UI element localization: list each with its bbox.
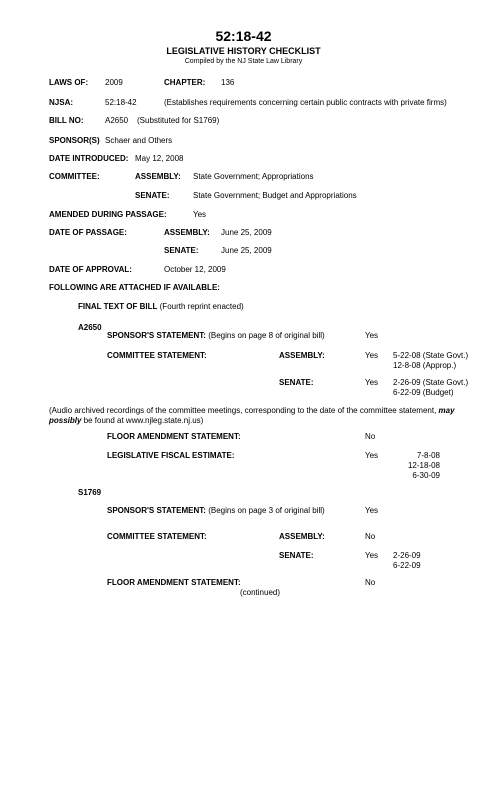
a2650-committee-statement-label: COMMITTEE STATEMENT: <box>107 351 207 360</box>
final-text-label: FINAL TEXT OF BILL <box>78 302 158 311</box>
committee-senate-value: State Government; Budget and Appropriations <box>193 191 357 200</box>
date-introduced-value: May 12, 2008 <box>135 154 184 163</box>
audio-note-prefix: (Audio archived recordings of the committee meetings, corresponding to the date of the committee statement, <box>49 406 439 415</box>
a2650-floor-amendment-label: FLOOR AMENDMENT STATEMENT: <box>107 432 241 441</box>
bill-no-label: BILL NO: <box>49 116 84 125</box>
s1769-sponsor-statement-value: Yes <box>365 506 379 515</box>
a2650-sponsor-statement-note: (Begins on page 8 of original bill) <box>208 331 325 340</box>
amended-label: AMENDED DURING PASSAGE: <box>49 210 167 219</box>
laws-of-value: 2009 <box>105 78 123 87</box>
amended-value: Yes <box>193 210 207 219</box>
a2650-senate-date-1: 2-26-09 (State Govt.) <box>393 378 469 387</box>
laws-of-label: LAWS OF: <box>49 78 89 87</box>
approval-label: DATE OF APPROVAL: <box>49 265 132 274</box>
committee-assembly-value: State Government; Appropriations <box>193 172 314 181</box>
audio-note-emphasis: may possibly <box>49 406 455 425</box>
a2650-senate-date-2: 6-22-09 (Budget) <box>393 388 454 397</box>
a2650-committee-assembly-label: ASSEMBLY: <box>279 351 325 360</box>
committee-assembly-label: ASSEMBLY: <box>135 172 181 181</box>
a2650-assembly-date-2: 12-8-08 (Approp.) <box>393 361 457 370</box>
bill-no-value: A2650 <box>105 116 129 125</box>
a2650-sponsor-statement-label: SPONSOR'S STATEMENT: <box>107 331 206 340</box>
s1769-senate-date-2: 6-22-09 <box>393 561 421 570</box>
final-text-note: (Fourth reprint enacted) <box>159 302 244 311</box>
a2650-sponsor-statement <box>107 331 325 341</box>
passage-senate-value: June 25, 2009 <box>221 246 272 255</box>
sponsors-label: SPONSOR(S) <box>49 136 100 145</box>
s1769-committee-senate-value: Yes <box>365 551 379 560</box>
s1769-committee-assembly-label: ASSEMBLY: <box>279 532 325 541</box>
s1769-senate-date-1: 2-26-09 <box>393 551 421 560</box>
fiscal-date-3: 6-30-09 <box>412 471 440 480</box>
s1769-sponsor-statement <box>107 506 325 516</box>
s1769-heading: S1769 <box>78 488 102 497</box>
a2650-sponsor-statement-value: Yes <box>365 331 379 340</box>
passage-senate-label: SENATE: <box>164 246 199 255</box>
njsa-label: NJSA: <box>49 98 74 107</box>
passage-assembly-value: June 25, 2009 <box>221 228 272 237</box>
a2650-fiscal-estimate-value: Yes <box>365 451 379 460</box>
following-label: FOLLOWING ARE ATTACHED IF AVAILABLE: <box>49 283 220 292</box>
committee-senate-label: SENATE: <box>135 191 170 200</box>
s1769-sponsor-statement-label: SPONSOR'S STATEMENT: <box>107 506 206 515</box>
committee-label: COMMITTEE: <box>49 172 100 181</box>
continued-note: (continued) <box>239 588 281 597</box>
chapter-label: CHAPTER: <box>164 78 206 87</box>
final-text <box>78 302 244 312</box>
document-title: 52:18-42 <box>215 28 272 44</box>
sponsors-value: Schaer and Others <box>105 136 173 145</box>
s1769-committee-assembly-value: No <box>365 532 376 541</box>
passage-label: DATE OF PASSAGE: <box>49 228 127 237</box>
njsa-description: (Establishes requirements concerning certain public contracts with private firms) <box>164 98 447 107</box>
s1769-committee-senate-label: SENATE: <box>279 551 314 560</box>
audio-note-suffix: be found at www.njleg.state.nj.us) <box>81 416 204 425</box>
a2650-committee-senate-label: SENATE: <box>279 378 314 387</box>
s1769-committee-statement-label: COMMITTEE STATEMENT: <box>107 532 207 541</box>
date-introduced-label: DATE INTRODUCED: <box>49 154 129 163</box>
a2650-assembly-date-1: 5-22-08 (State Govt.) <box>393 351 469 360</box>
document-subtitle: LEGISLATIVE HISTORY CHECKLIST <box>166 46 321 56</box>
bill-no-note: (Substituted for S1769) <box>137 116 220 125</box>
s1769-floor-amendment-value: No <box>365 578 376 587</box>
a2650-committee-senate-value: Yes <box>365 378 379 387</box>
a2650-heading: A2650 <box>78 323 102 332</box>
approval-value: October 12, 2009 <box>164 265 226 274</box>
chapter-value: 136 <box>221 78 235 87</box>
s1769-floor-amendment-label: FLOOR AMENDMENT STATEMENT: <box>107 578 241 587</box>
a2650-committee-assembly-value: Yes <box>365 351 379 360</box>
audio-note <box>49 406 481 426</box>
compiled-by: Compiled by the NJ State Law Library <box>184 58 303 65</box>
fiscal-date-2: 12-18-08 <box>407 461 440 470</box>
a2650-floor-amendment-value: No <box>365 432 376 441</box>
a2650-fiscal-estimate-label: LEGISLATIVE FISCAL ESTIMATE: <box>107 451 235 460</box>
s1769-sponsor-statement-note: (Begins on page 3 of original bill) <box>208 506 325 515</box>
passage-assembly-label: ASSEMBLY: <box>164 228 210 237</box>
fiscal-date-1: 7-8-08 <box>416 451 440 460</box>
njsa-value: 52:18-42 <box>105 98 137 107</box>
